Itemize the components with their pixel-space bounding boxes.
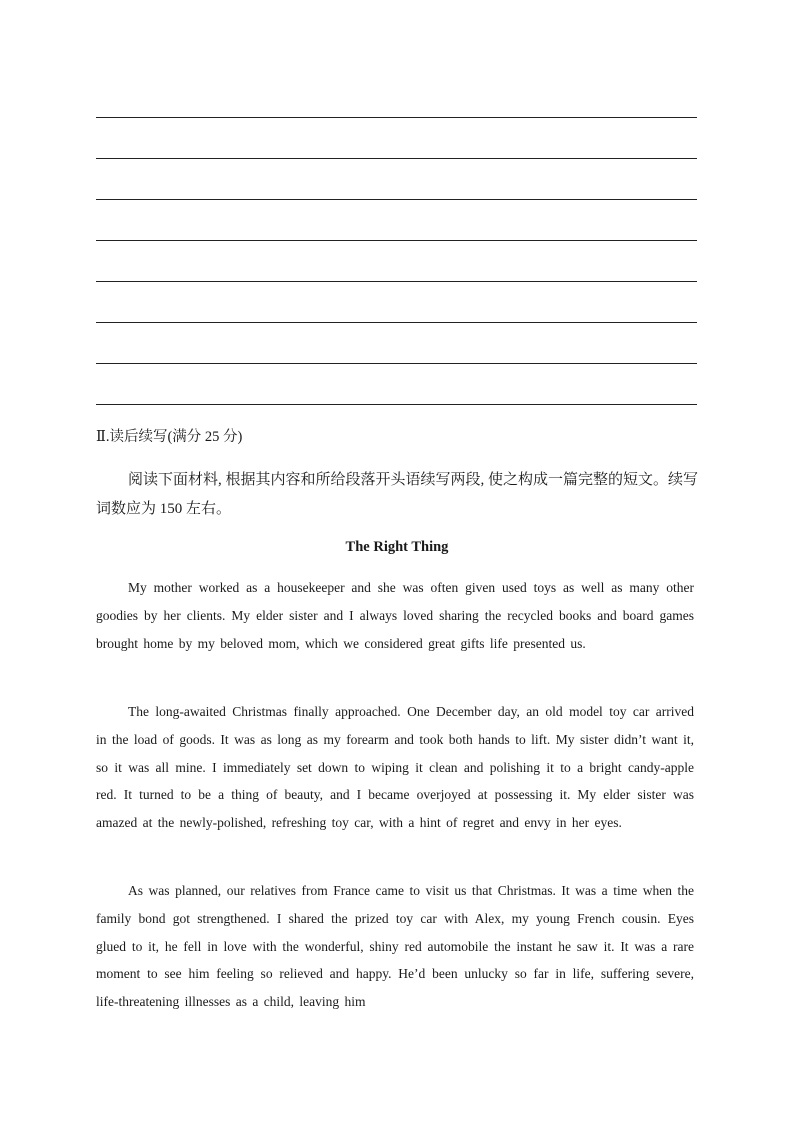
article-title: The Right Thing <box>345 539 449 555</box>
section-heading: Ⅱ.读后续写(满分 25 分) <box>96 429 243 445</box>
section-instructions: 阅读下面材料, 根据其内容和所给段落开头语续写两段, 使之构成一篇完整的短文。续写词数应为 150 左右。 <box>96 472 699 517</box>
writing-line <box>96 199 697 200</box>
writing-line <box>96 404 697 405</box>
writing-line <box>96 158 697 159</box>
article-paragraph: The long-awaited Christmas finally approached. One December day, an old model toy car arrived in the load of goods. It was as long as my forearm and took both hands to lift. My sister didn’t want it, so it was all mine. I immediately set down to wiping it clean and polishing it to a bright candy-apple red. It turned to be a thing of beauty, and I became overjoyed at possessing it. My elder sister was amazed at the newly-polished, refreshing toy car, with a hint of regret and envy in her eyes. <box>96 704 694 831</box>
writing-line <box>96 240 697 241</box>
article-paragraph: As was planned, our relatives from France came to visit us that Christmas. It was a time when the family bond got strengthened. I shared the prized toy car with Alex, my young French cousin. Eyes glued to it, he fell in love with the wonderful, shiny red automobile the instant he saw it. It was a rare moment to see him feeling so relieved and happy. He’d been unlucky so far in life, suffering severe, life-threatening illnesses as a child, leaving him <box>96 883 694 1010</box>
writing-line <box>96 363 697 364</box>
writing-line <box>96 322 697 323</box>
article-paragraph: My mother worked as a housekeeper and she was often given used toys as well as many other goodies by her clients. My elder sister and I always loved sharing the recycled books and board games brought home by my beloved mom, which we considered great gifts life presented us. <box>96 580 694 651</box>
writing-line <box>96 117 697 118</box>
writing-line <box>96 281 697 282</box>
